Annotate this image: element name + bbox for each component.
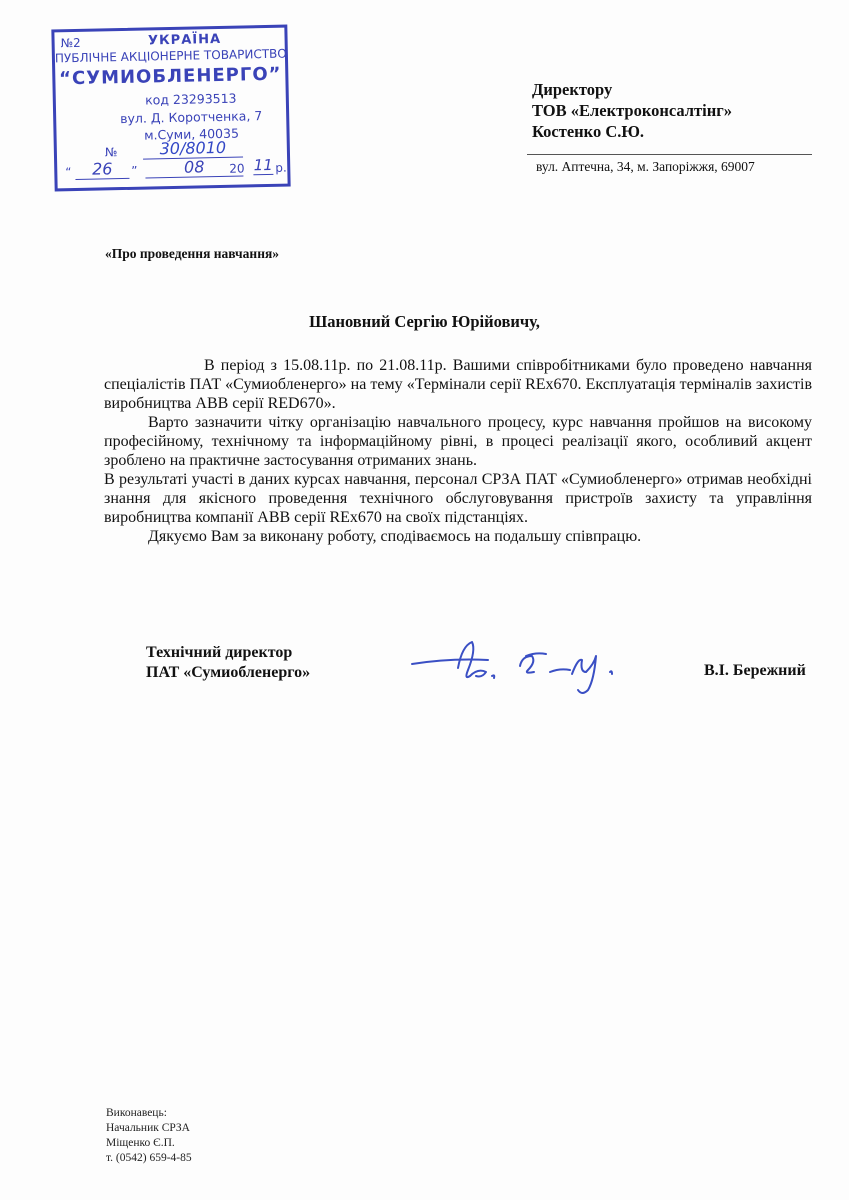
- addressee-title: Директору: [532, 80, 613, 99]
- executor-phone: т. (0542) 659-4-85: [106, 1152, 192, 1164]
- stamp-org-type: ПУБЛІЧНЕ АКЦІОНЕРНЕ ТОВАРИСТВО: [54, 46, 287, 66]
- signatory-position: Технічний директор: [146, 644, 293, 661]
- stamp-reg-label: №: [104, 145, 118, 160]
- stamp-date-year-prefix: 20: [229, 161, 245, 176]
- signatory-company: ПАТ «Сумиобленерго»: [146, 664, 311, 681]
- addressee-address: вул. Аптечна, 34, м. Запоріжжя, 69007: [536, 159, 755, 174]
- signatory-name: В.І. Бережний: [704, 662, 806, 679]
- stamp-quote-close: ”: [131, 163, 138, 178]
- body-paragraph: Варто зазначити чітку організацію навчального процесу, курс навчання пройшов на високому професійному, технічному та інформаційному рівні, в процесі реалізації якого, особливий акцент зроблено на практичне застосування отриманих знань.: [104, 414, 812, 469]
- stamp-date-suffix: р.: [275, 160, 287, 175]
- addressee-block: [532, 79, 732, 142]
- salutation: Шановний Сергію Юрійовичу,: [309, 312, 540, 331]
- executor-name: Міщенко Є.П.: [106, 1137, 175, 1149]
- registration-stamp: [51, 25, 290, 192]
- stamp-address-line2: м.Суми, 40035: [143, 125, 240, 143]
- stamp-date-month: 08: [145, 157, 243, 179]
- stamp-quote-open: “: [65, 165, 72, 180]
- executor-block: [106, 1106, 192, 1166]
- letter-subject: «Про проведення навчання»: [105, 246, 280, 261]
- addressee-divider: [527, 154, 812, 155]
- executor-position: Начальник СРЗА: [106, 1122, 190, 1134]
- stamp-date-day: 26: [75, 159, 129, 180]
- stamp-country: УКРАЇНА: [147, 31, 222, 49]
- body-paragraph: Дякуємо Вам за виконану роботу, сподіваємось на подальшу співпрацю.: [148, 528, 642, 545]
- stamp-reg-number: 30/8010: [143, 138, 243, 160]
- executor-label: Виконавець:: [106, 1107, 167, 1119]
- stamp-org-name: “СУМИОБЛЕНЕРГО”: [58, 63, 282, 90]
- stamp-address-line1: вул. Д. Коротченка, 7: [119, 108, 263, 127]
- body-paragraph: В результаті участі в даних курсах навчання, персонал СРЗА ПАТ «Сумиобленерго» отримав необхідні знання для якісного проведення технічного обслуговування пристроїв захисту та управління виробництва компанії АВВ серії REх670 на своїх підстанціях.: [104, 471, 812, 526]
- letter-body: [104, 356, 812, 546]
- stamp-code: код 23293513: [144, 90, 237, 108]
- addressee-company: ТОВ «Електроконсалтінг»: [532, 101, 732, 120]
- stamp-number-label: №2: [60, 35, 81, 51]
- stamp-date-year: 11: [253, 155, 273, 175]
- signatory-block: [146, 643, 310, 683]
- handwritten-signature: [410, 628, 640, 698]
- addressee-name: Костенко С.Ю.: [532, 122, 645, 141]
- body-paragraph: В період з 15.08.11р. по 21.08.11р. Вашими співробітниками було проведено навчання спеціалістів ПАТ «Сумиобленерго» на тему «Термінали серії REх670. Експлуатація терміналів захистів виробництва АВВ серії RED670».: [104, 357, 812, 412]
